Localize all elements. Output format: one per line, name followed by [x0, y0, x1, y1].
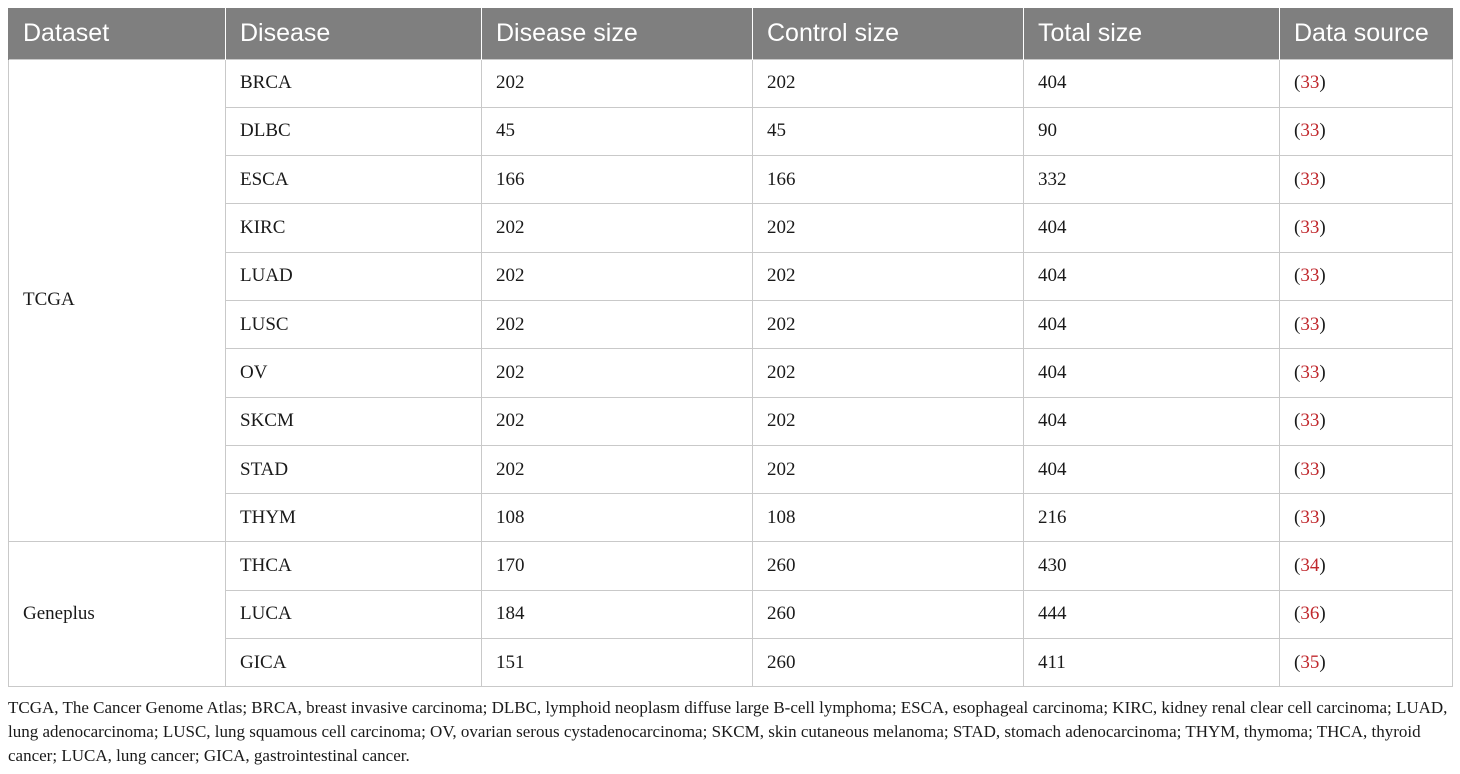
control-size-cell: 260 — [753, 639, 1024, 687]
header-data-source: Data source — [1280, 8, 1453, 59]
total-size-cell: 332 — [1024, 156, 1280, 204]
close-paren: ) — [1319, 555, 1326, 577]
disease-size-cell: 202 — [482, 445, 753, 493]
control-size-cell: 202 — [753, 204, 1024, 252]
close-paren: ) — [1319, 265, 1326, 287]
disease-cell: DLBC — [226, 107, 482, 155]
total-size-cell: 411 — [1024, 639, 1280, 687]
disease-cell: THCA — [226, 542, 482, 590]
total-size-cell: 444 — [1024, 590, 1280, 638]
data-source-cell — [1280, 397, 1453, 445]
table-row — [9, 59, 1453, 107]
disease-size-cell: 202 — [482, 300, 753, 348]
disease-size-cell: 202 — [482, 59, 753, 107]
disease-cell: GICA — [226, 639, 482, 687]
control-size-cell: 202 — [753, 300, 1024, 348]
control-size-cell: 202 — [753, 59, 1024, 107]
close-paren: ) — [1319, 506, 1326, 528]
reference-link[interactable]: 33 — [1300, 217, 1320, 239]
disease-cell: KIRC — [226, 204, 482, 252]
header-control-size: Control size — [753, 8, 1024, 59]
disease-size-cell: 184 — [482, 590, 753, 638]
data-source-cell — [1280, 639, 1453, 687]
disease-size-cell: 45 — [482, 107, 753, 155]
table-row — [9, 639, 1453, 687]
reference-link[interactable]: 33 — [1300, 313, 1320, 335]
data-source-cell — [1280, 300, 1453, 348]
disease-size-cell: 202 — [482, 397, 753, 445]
disease-size-cell: 166 — [482, 156, 753, 204]
data-source-cell — [1280, 445, 1453, 493]
total-size-cell: 430 — [1024, 542, 1280, 590]
close-paren: ) — [1319, 651, 1326, 673]
reference-link[interactable]: 35 — [1300, 651, 1320, 673]
close-paren: ) — [1319, 168, 1326, 190]
total-size-cell: 404 — [1024, 204, 1280, 252]
reference-link[interactable]: 33 — [1300, 72, 1320, 94]
disease-cell: STAD — [226, 445, 482, 493]
total-size-cell: 404 — [1024, 397, 1280, 445]
data-source-cell — [1280, 204, 1453, 252]
reference-link[interactable]: 33 — [1300, 120, 1320, 142]
disease-cell: SKCM — [226, 397, 482, 445]
reference-link[interactable]: 33 — [1300, 458, 1320, 480]
control-size-cell: 202 — [753, 445, 1024, 493]
control-size-cell: 202 — [753, 397, 1024, 445]
open-paren: ( — [1294, 506, 1301, 528]
control-size-cell: 202 — [753, 252, 1024, 300]
table-row — [9, 542, 1453, 590]
control-size-cell: 202 — [753, 349, 1024, 397]
disease-cell: LUAD — [226, 252, 482, 300]
close-paren: ) — [1319, 361, 1326, 383]
open-paren: ( — [1294, 555, 1301, 577]
data-source-cell — [1280, 349, 1453, 397]
disease-cell: THYM — [226, 494, 482, 542]
table-row — [9, 107, 1453, 155]
disease-cell: ESCA — [226, 156, 482, 204]
open-paren: ( — [1294, 651, 1301, 673]
disease-cell: LUCA — [226, 590, 482, 638]
disease-size-cell: 202 — [482, 349, 753, 397]
reference-link[interactable]: 34 — [1300, 555, 1320, 577]
table-row — [9, 590, 1453, 638]
close-paren: ) — [1319, 458, 1326, 480]
close-paren: ) — [1319, 217, 1326, 239]
open-paren: ( — [1294, 72, 1301, 94]
table-row — [9, 252, 1453, 300]
open-paren: ( — [1294, 313, 1301, 335]
reference-link[interactable]: 33 — [1300, 265, 1320, 287]
reference-link[interactable]: 33 — [1300, 506, 1320, 528]
close-paren: ) — [1319, 72, 1326, 94]
header-disease: Disease — [226, 8, 482, 59]
table-footnote: TCGA, The Cancer Genome Atlas; BRCA, breast invasive carcinoma; DLBC, lymphoid neoplasm diffuse large B-cell lymphoma; ESCA, esophageal carcinoma; KIRC, kidney renal clear cell carcinoma; LUAD, lung adenocarcinoma; LUSC, lung squamous cell carcinoma; OV, ovarian serous cystadenocarcinoma; SKCM, skin cutaneous melanoma; STAD, stomach adenocarcinoma; THYM, thymoma; THCA, thyroid cancer; LUCA, lung cancer; GICA, gastrointestinal cancer. — [8, 698, 1448, 765]
table-row — [9, 204, 1453, 252]
open-paren: ( — [1294, 361, 1301, 383]
reference-link[interactable]: 36 — [1300, 603, 1320, 625]
table-row — [9, 494, 1453, 542]
close-paren: ) — [1319, 313, 1326, 335]
disease-size-cell: 151 — [482, 639, 753, 687]
total-size-cell: 216 — [1024, 494, 1280, 542]
disease-size-cell: 108 — [482, 494, 753, 542]
dataset-table — [8, 8, 1453, 687]
dataset-cell: Geneplus — [9, 542, 226, 687]
disease-size-cell: 170 — [482, 542, 753, 590]
control-size-cell: 260 — [753, 542, 1024, 590]
control-size-cell: 166 — [753, 156, 1024, 204]
table-header — [9, 8, 1453, 59]
header-disease-size: Disease size — [482, 8, 753, 59]
total-size-cell: 404 — [1024, 252, 1280, 300]
header-total-size: Total size — [1024, 8, 1280, 59]
table-body — [9, 59, 1453, 687]
table-row — [9, 349, 1453, 397]
reference-link[interactable]: 33 — [1300, 361, 1320, 383]
control-size-cell: 108 — [753, 494, 1024, 542]
open-paren: ( — [1294, 120, 1301, 142]
data-source-cell — [1280, 494, 1453, 542]
close-paren: ) — [1319, 120, 1326, 142]
open-paren: ( — [1294, 458, 1301, 480]
data-source-cell — [1280, 156, 1453, 204]
table-row — [9, 156, 1453, 204]
reference-link[interactable]: 33 — [1300, 168, 1320, 190]
header-row — [9, 8, 1453, 59]
control-size-cell: 260 — [753, 590, 1024, 638]
total-size-cell: 90 — [1024, 107, 1280, 155]
table-row — [9, 445, 1453, 493]
disease-cell: BRCA — [226, 59, 482, 107]
data-source-cell — [1280, 59, 1453, 107]
disease-size-cell: 202 — [482, 204, 753, 252]
data-source-cell — [1280, 590, 1453, 638]
data-source-cell — [1280, 252, 1453, 300]
table-container — [8, 8, 1452, 687]
total-size-cell: 404 — [1024, 300, 1280, 348]
disease-cell: OV — [226, 349, 482, 397]
open-paren: ( — [1294, 168, 1301, 190]
disease-cell: LUSC — [226, 300, 482, 348]
close-paren: ) — [1319, 410, 1326, 432]
header-dataset: Dataset — [9, 8, 226, 59]
table-row — [9, 397, 1453, 445]
open-paren: ( — [1294, 265, 1301, 287]
disease-size-cell: 202 — [482, 252, 753, 300]
close-paren: ) — [1319, 603, 1326, 625]
total-size-cell: 404 — [1024, 445, 1280, 493]
control-size-cell: 45 — [753, 107, 1024, 155]
total-size-cell: 404 — [1024, 59, 1280, 107]
data-source-cell — [1280, 107, 1453, 155]
dataset-cell: TCGA — [9, 59, 226, 542]
total-size-cell: 404 — [1024, 349, 1280, 397]
table-row — [9, 300, 1453, 348]
open-paren: ( — [1294, 410, 1301, 432]
data-source-cell — [1280, 542, 1453, 590]
reference-link[interactable]: 33 — [1300, 410, 1320, 432]
open-paren: ( — [1294, 217, 1301, 239]
open-paren: ( — [1294, 603, 1301, 625]
